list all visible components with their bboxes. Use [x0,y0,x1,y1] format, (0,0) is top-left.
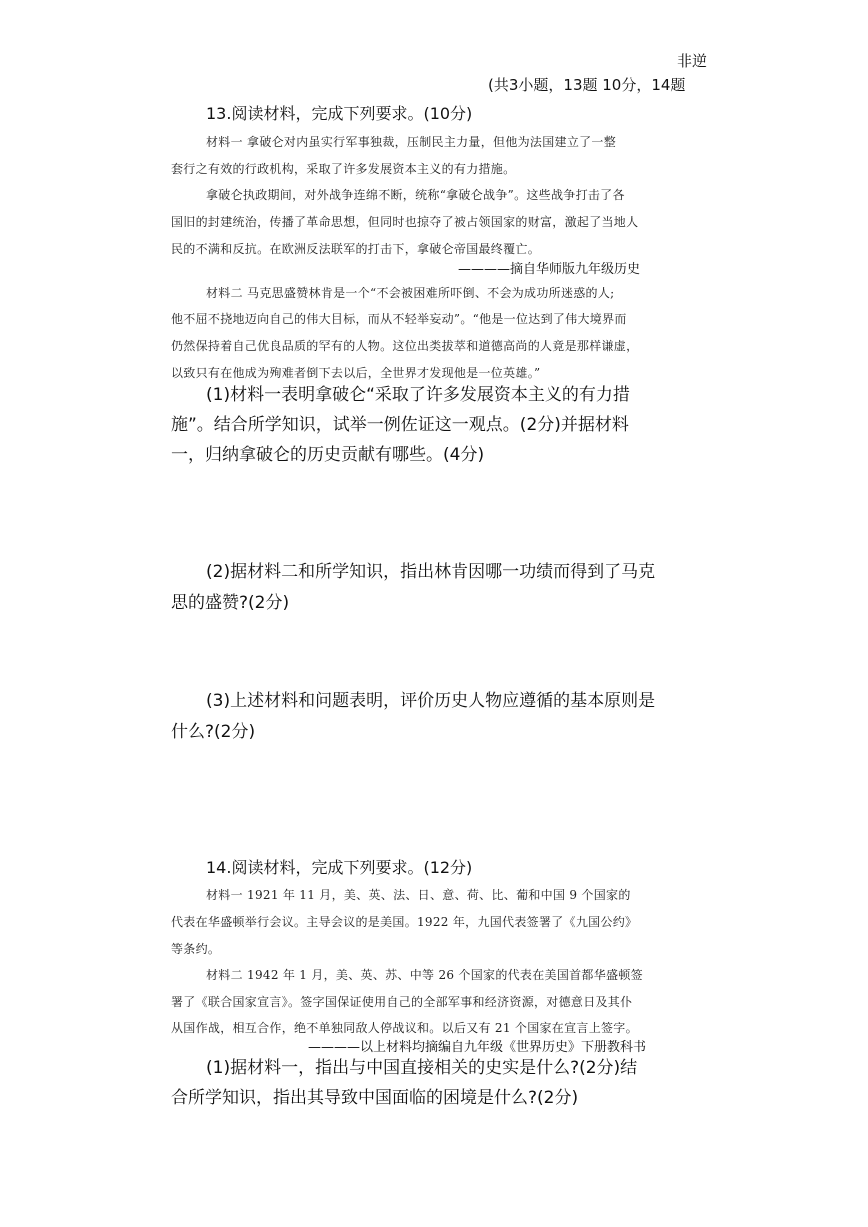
q14-m1-line: 等条约。 [171,942,221,956]
q14-ask1-line: (1)据材料一，指出与中国直接相关的史实是什么?(2分)结 [206,1058,638,1078]
q13-m2-line: 材料二 马克思盛赞林肯是一个“不会被困难所吓倒、不会为成功所迷惑的人; [206,286,615,300]
q13-source: ————摘自华师版九年级历史 [458,262,641,277]
header-line-2: (共3小题，13题 10分，14题 [488,76,686,94]
q13-m1-line: 材料一 拿破仑对内虽实行军事独裁，压制民主力量，但他为法国建立了一整 [206,135,617,149]
q14-m1-line: 材料一 1921 年 11 月，美、英、法、日、意、荷、比、葡和中国 9 个国家的 [206,888,631,902]
q14-title: 14.阅读材料，完成下列要求。(12分) [206,858,473,877]
q13-ask3-line: 什么?(2分) [171,722,256,742]
q13-m2-line: 仍然保持着自己优良品质的罕有的人物。这位出类拔萃和道德高尚的人竟是那样谦虚， [171,339,639,353]
q13-m2-line: 以致只有在他成为殉难者倒下去以后，全世界才发现他是一位英雄。” [171,366,541,380]
q14-m2-line: 材料二 1942 年 1 月，美、英、苏、中等 26 个国家的代表在美国首都华盛顿签 [206,968,643,982]
q13-m1-line: 国旧的封建统治，传播了革命思想，但同时也掠夺了被占领国家的财富，激起了当地人 [171,215,639,229]
q13-ask1-line: (1)材料一表明拿破仑“采取了许多发展资本主义的有力措 [206,385,630,405]
q14-m2-line: 署了《联合国家宣言》。签字国保证使用自己的全部军事和经济资源，对德意日及其仆 [171,995,633,1009]
q13-ask1-line: 一，归纳拿破仑的历史贡献有哪些。(4分) [171,445,485,465]
q13-m1-line: 套行之有效的行政机构，采取了许多发展资本主义的有力措施。 [171,162,516,176]
q14-m1-line: 代表在华盛顿举行会议。主导会议的是美国。1922 年，九国代表签署了《九国公约》 [171,915,638,929]
q13-m1-line: 拿破仑执政期间，对外战争连绵不断，统称“拿破仑战争”。这些战争打击了各 [206,188,625,202]
q13-ask2-line: 思的盛赞?(2分) [171,593,290,613]
header-line-1: 非逆 [677,52,708,70]
q13-ask1-line: 施”。结合所学知识，试举一例佐证这一观点。(2分)并据材料 [171,415,629,435]
q13-title: 13.阅读材料，完成下列要求。(10分) [206,104,473,123]
q14-source: ————以上材料均摘编自九年级《世界历史》下册教科书 [308,1040,647,1055]
q13-m1-line: 民的不满和反抗。在欧洲反法联军的打击下，拿破仑帝国最终覆亡。 [171,242,541,256]
q13-m2-line: 他不屈不挠地迈向自己的伟大目标，而从不轻举妄动”。“他是一位达到了伟大境界而 [171,312,627,326]
q14-m2-line: 从国作战，相互合作，绝不单独同敌人停战议和。以后又有 21 个国家在宣言上签字。 [171,1021,638,1035]
q13-ask3-line: (3)上述材料和问题表明，评价历史人物应遵循的基本原则是 [206,691,656,711]
q14-ask1-line: 合所学知识，指出其导致中国面临的困境是什么?(2分) [171,1088,579,1108]
q13-ask2-line: (2)据材料二和所学知识，指出林肯因哪一功绩而得到了马克 [206,562,656,582]
